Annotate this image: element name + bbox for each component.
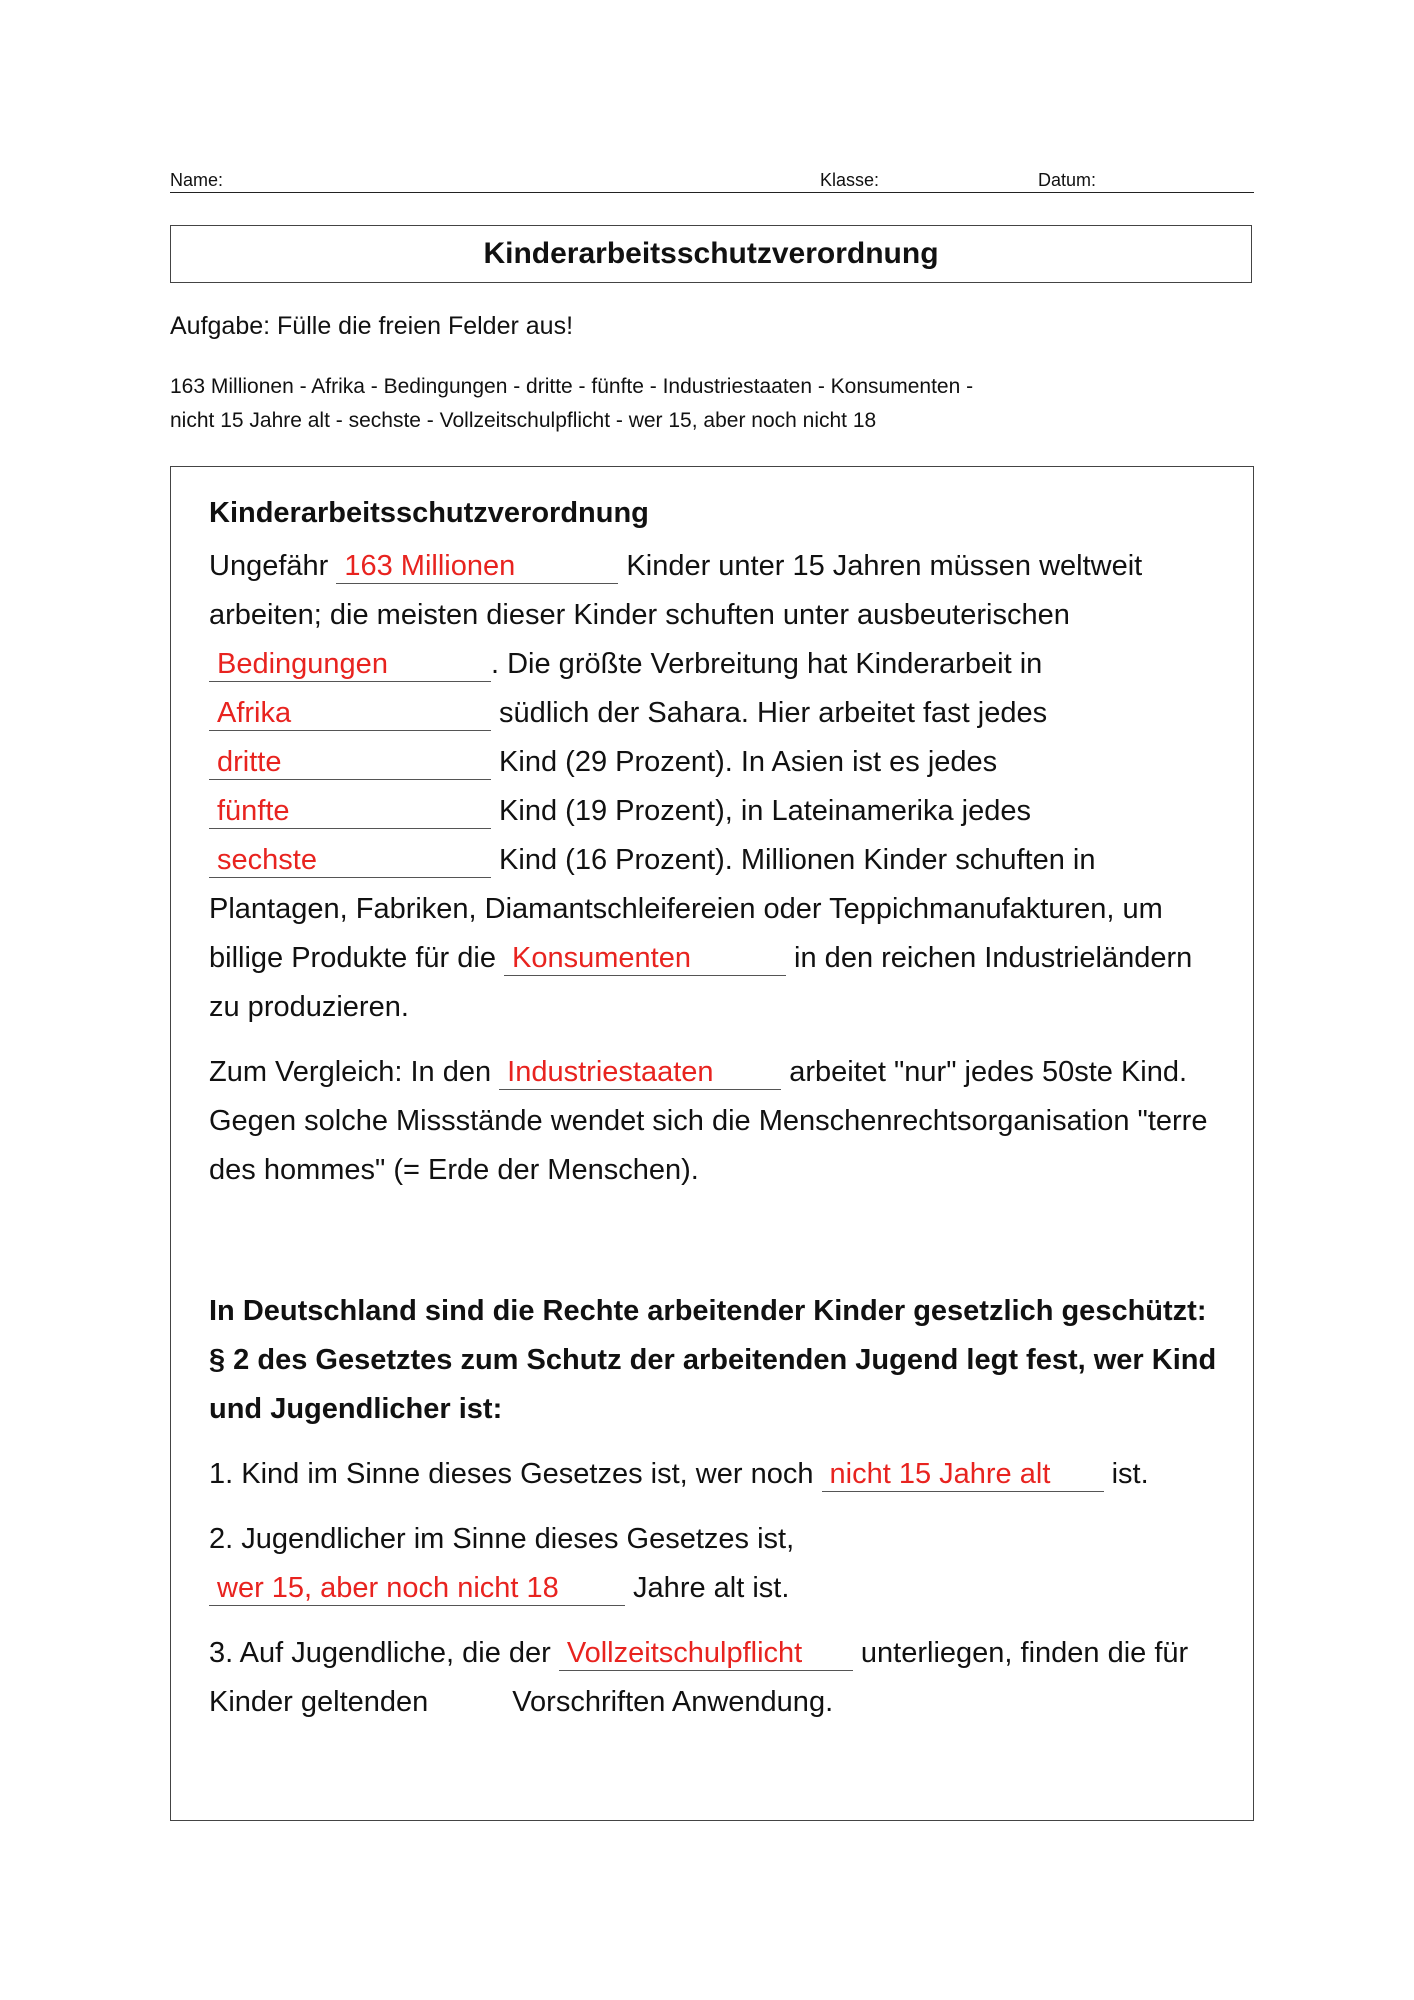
text: Kind (29 Prozent). In Asien ist es jedes bbox=[491, 746, 998, 778]
text: 3. Auf Jugendliche, die der bbox=[209, 1637, 559, 1669]
answer-blank[interactable]: fünfte bbox=[209, 794, 491, 829]
text: . Die größte Verbreitung hat Kinderarbeit in bbox=[491, 648, 1043, 680]
text: in den reichen Industrieländern zu produzieren. bbox=[209, 942, 1193, 1023]
law-intro: In Deutschland sind die Rechte arbeitender Kinder gesetzlich geschützt: § 2 des Gesetztes zum Schutz der arbeitenden Jugend legt fest, wer Kind und Jugendlicher ist: bbox=[209, 1295, 1217, 1425]
answer-blank[interactable]: Konsumenten bbox=[504, 941, 786, 976]
answer-blank[interactable]: sechste bbox=[209, 843, 491, 878]
exercise-box bbox=[170, 466, 1254, 1821]
text: 1. Kind im Sinne dieses Gesetzes ist, wer noch bbox=[209, 1458, 822, 1490]
text: Kind (19 Prozent), in Lateinamerika jedes bbox=[491, 795, 1032, 827]
paragraph-2 bbox=[209, 1048, 1217, 1195]
answer-blank[interactable]: nicht 15 Jahre alt bbox=[822, 1457, 1104, 1492]
text: arbeitet "nur" jedes 50ste Kind. Gegen solche Missstände wendet sich die Menschenrechtsorganisation "terre des hommes" (= Erde der Menschen). bbox=[209, 1056, 1208, 1186]
text: ist. bbox=[1103, 1458, 1149, 1490]
law-item-2 bbox=[209, 1515, 1217, 1613]
word-bank bbox=[170, 370, 973, 438]
text: unterliegen, finden die für Kinder geltenden bbox=[209, 1637, 1189, 1718]
answer-blank[interactable]: Afrika bbox=[209, 696, 491, 731]
text: Ungefähr bbox=[209, 550, 337, 582]
text: 2. Jugendlicher im Sinne dieses Gesetzes ist, bbox=[209, 1523, 795, 1555]
text: Jahre alt ist. bbox=[625, 1572, 790, 1604]
answer-blank[interactable]: Industriestaaten bbox=[499, 1055, 781, 1090]
answer-blank[interactable]: Vollzeitschulpflicht bbox=[559, 1636, 853, 1671]
text: Kind (16 Prozent). Millionen Kinder schuften in Plantagen, Fabriken, Diamantschleifereien oder Teppichmanufakturen, um billige Produkte für die bbox=[209, 844, 1163, 974]
answer-blank[interactable]: dritte bbox=[209, 745, 491, 780]
law-item-1 bbox=[209, 1450, 1217, 1499]
answer-blank[interactable]: wer 15, aber noch nicht 18 bbox=[209, 1571, 625, 1606]
name-label: Name: bbox=[170, 170, 224, 190]
exercise-heading: Kinderarbeitsschutzverordnung bbox=[209, 497, 649, 529]
word-bank-line-1: 163 Millionen - Afrika - Bedingungen - dritte - fünfte - Industriestaaten - Konsumenten - bbox=[170, 375, 974, 398]
spacer bbox=[209, 1211, 1217, 1287]
page-title: Kinderarbeitsschutzverordnung bbox=[170, 225, 1252, 283]
text: Vorschriften Anwendung. bbox=[512, 1686, 834, 1718]
text: Kinder unter 15 Jahren müssen weltweit arbeiten; die meisten dieser Kinder schuften unter ausbeuterischen bbox=[209, 550, 1143, 631]
law-item-3 bbox=[209, 1629, 1217, 1727]
header-row bbox=[170, 168, 1254, 193]
class-label: Klasse: bbox=[820, 170, 880, 190]
date-label: Datum: bbox=[1038, 170, 1097, 190]
answer-blank[interactable]: Bedingungen bbox=[209, 647, 491, 682]
answer-blank[interactable]: 163 Millionen bbox=[336, 549, 618, 584]
text: südlich der Sahara. Hier arbeitet fast jedes bbox=[491, 697, 1048, 729]
paragraph-1 bbox=[209, 542, 1217, 1032]
task-instruction: Aufgabe: Fülle die freien Felder aus! bbox=[170, 312, 574, 340]
text: Zum Vergleich: In den bbox=[209, 1056, 500, 1088]
word-bank-line-2: nicht 15 Jahre alt - sechste - Vollzeitschulpflicht - wer 15, aber noch nicht 18 bbox=[170, 409, 877, 432]
